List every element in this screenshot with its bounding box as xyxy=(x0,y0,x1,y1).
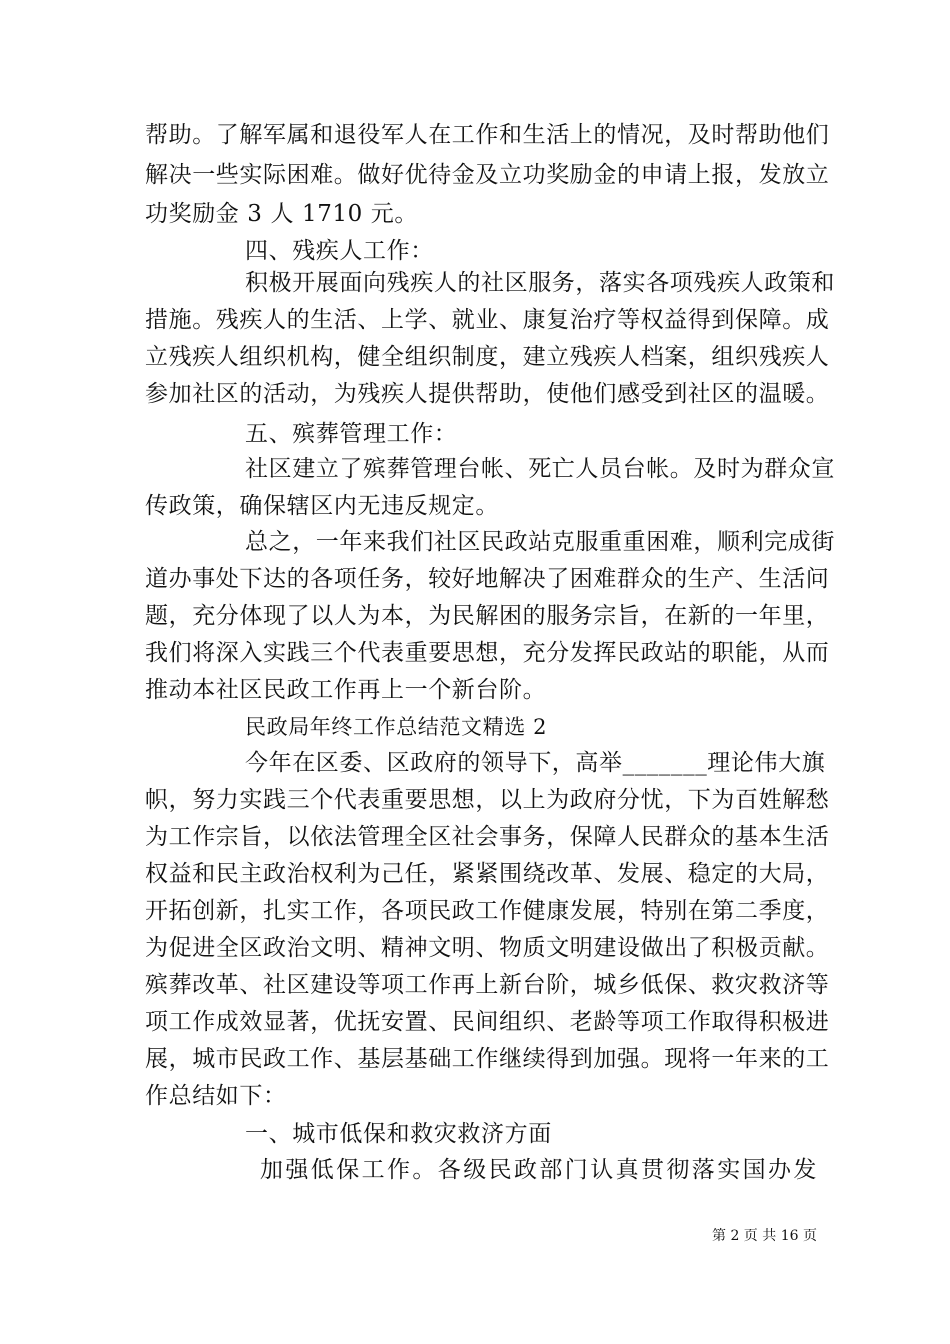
paragraph-line: 推动本社区民政工作再上一个新台阶。 xyxy=(145,677,547,703)
paragraph-line: 帮助。了解军属和退役军人在工作和生活上的情况，及时帮助他们 xyxy=(145,122,830,148)
paragraph-line: 社区建立了殡葬管理台帐、死亡人员台帐。及时为群众宣 xyxy=(245,456,835,482)
paragraph-line: 展，城市民政工作、基层基础工作继续得到加强。现将一年来的工 xyxy=(145,1046,830,1072)
paragraph-line: 参加社区的活动，为残疾人提供帮助，使他们感受到社区的温暖。 xyxy=(145,381,830,407)
paragraph-line: 权益和民主政治权利为己任，紧紧围绕改革、发展、稳定的大局， xyxy=(145,861,830,887)
section-heading: 四、残疾人工作： xyxy=(245,238,434,264)
paragraph-line: 项工作成效显著，优抚安置、民间组织、老龄等项工作取得积极进 xyxy=(145,1009,830,1035)
paragraph-line: 今年在区委、区政府的领导下，高举_______理论伟大旗 xyxy=(245,750,826,776)
paragraph-line: 作总结如下： xyxy=(145,1083,287,1109)
section-heading: 五、殡葬管理工作： xyxy=(245,421,458,447)
paragraph-line: 我们将深入实践三个代表重要思想，充分发挥民政站的职能，从而 xyxy=(145,640,830,666)
paragraph-line: 加强低保工作。各级民政部门认真贯彻落实国办发 xyxy=(260,1157,819,1183)
paragraph-line: 开拓创新，扎实工作，各项民政工作健康发展，特别在第二季度， xyxy=(145,898,830,924)
paragraph-line: 措施。残疾人的生活、上学、就业、康复治疗等权益得到保障。成 xyxy=(145,307,830,333)
paragraph-line: 积极开展面向残疾人的社区服务，落实各项残疾人政策和 xyxy=(245,270,835,296)
paragraph-line: 题，充分体现了以人为本，为民解困的服务宗旨，在新的一年里， xyxy=(145,603,830,629)
section-heading: 一、城市低保和救灾救济方面 xyxy=(245,1121,552,1147)
paragraph-line: 传政策，确保辖区内无违反规定。 xyxy=(145,493,499,519)
paragraph-line: 道办事处下达的各项任务，较好地解决了困难群众的生产、生活问 xyxy=(145,566,830,592)
paragraph-line: 为促进全区政治文明、精神文明、物质文明建设做出了积极贡献。 xyxy=(145,935,830,961)
page-number-footer: 第 2 页 共 16 页 xyxy=(712,1228,817,1244)
article-title: 民政局年终工作总结范文精选 2 xyxy=(245,715,548,739)
paragraph-line: 功奖励金 3 人 1710 元。 xyxy=(145,201,419,227)
paragraph-line: 殡葬改革、社区建设等项工作再上新台阶，城乡低保、救灾救济等 xyxy=(145,972,830,998)
paragraph-line: 帜，努力实践三个代表重要思想，以上为政府分忧，下为百姓解愁 xyxy=(145,787,830,813)
paragraph-line: 立残疾人组织机构，健全组织制度，建立残疾人档案，组织残疾人 xyxy=(145,344,830,370)
paragraph-line: 为工作宗旨，以依法管理全区社会事务，保障人民群众的基本生活 xyxy=(145,824,830,850)
paragraph-line: 总之，一年来我们社区民政站克服重重困难，顺利完成街 xyxy=(245,529,835,555)
paragraph-line: 解决一些实际困难。做好优待金及立功奖励金的申请上报，发放立 xyxy=(145,162,830,188)
